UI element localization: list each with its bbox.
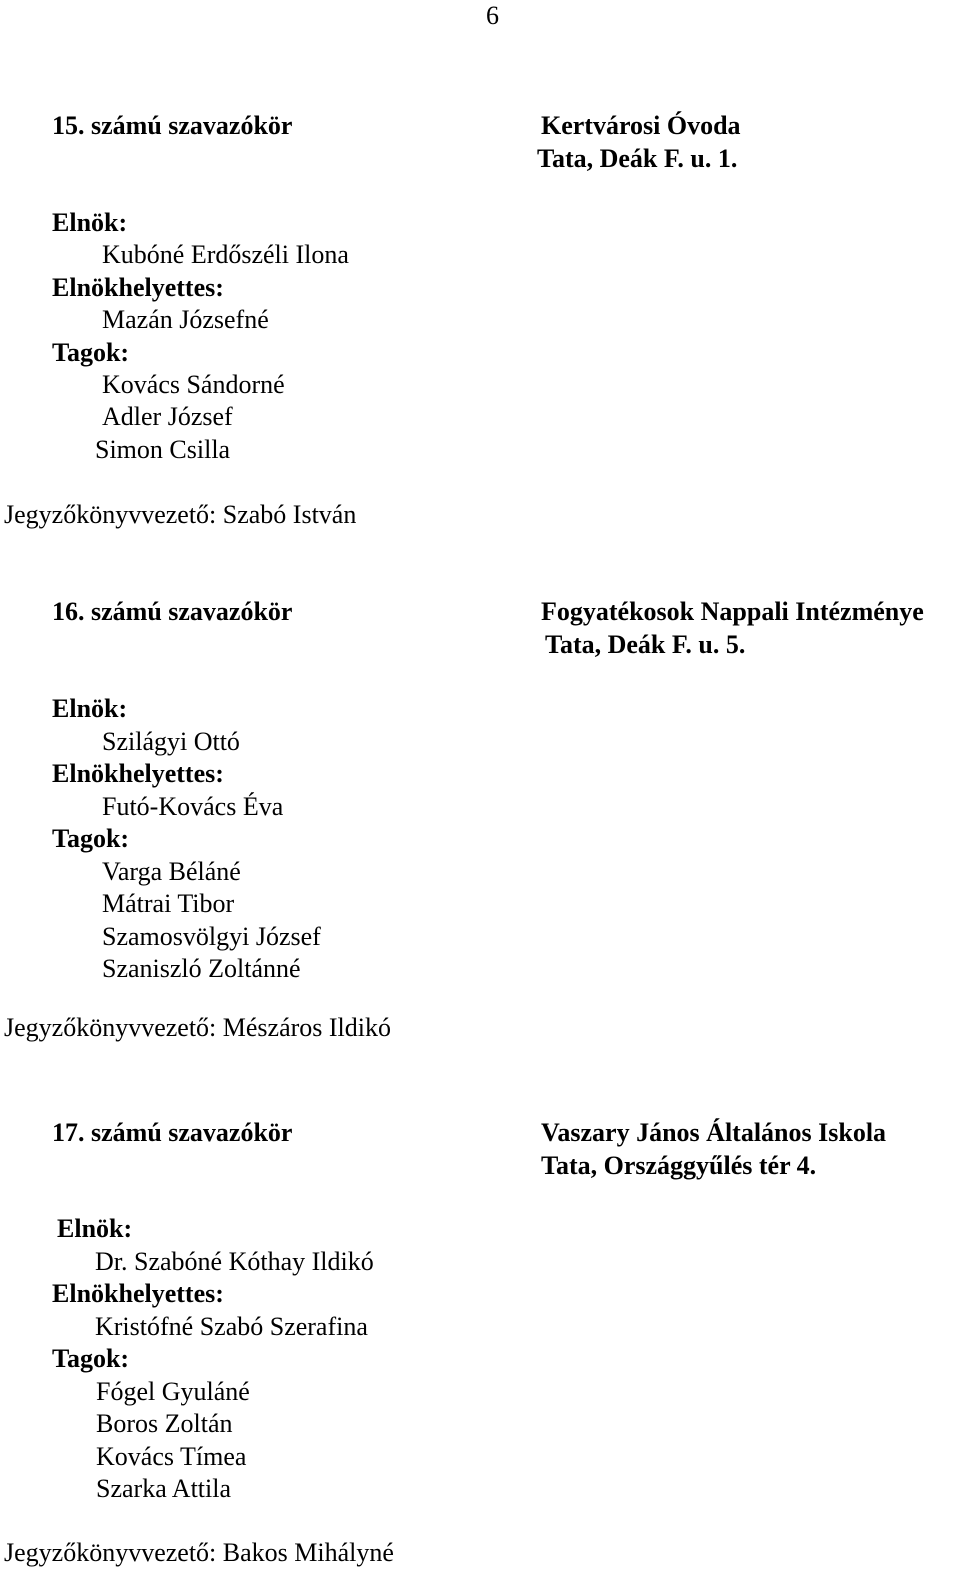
member-name: Simon Csilla (95, 435, 231, 464)
district-heading: 16. számú szavazókör (52, 597, 293, 626)
venue-name: Fogyatékosok Nappali Intézménye (541, 597, 924, 626)
venue-name: Vaszary János Általános Iskola (541, 1118, 887, 1147)
member-name: Kovács Tímea (96, 1442, 247, 1471)
venue-address: Tata, Deák F. u. 1. (537, 144, 738, 173)
chair-label: Elnök: (52, 694, 128, 723)
members-label: Tagok: (52, 1344, 130, 1373)
vice-chair-name: Mazán Józsefné (102, 305, 269, 334)
vice-chair-label: Elnökhelyettes: (52, 759, 224, 788)
member-name: Szarka Attila (96, 1474, 232, 1503)
member-name: Mátrai Tibor (102, 889, 235, 918)
member-name: Kovács Sándorné (102, 370, 285, 399)
member-name: Adler József (102, 402, 233, 431)
chair-label: Elnök: (52, 208, 128, 237)
venue-address: Tata, Deák F. u. 5. (545, 630, 746, 659)
district-heading: 17. számú szavazókör (52, 1118, 293, 1147)
member-name: Varga Béláné (102, 857, 241, 886)
member-name: Szaniszló Zoltánné (102, 954, 301, 983)
vice-chair-name: Futó-Kovács Éva (102, 792, 284, 821)
venue-name: Kertvárosi Óvoda (541, 111, 741, 140)
venue-address: Tata, Országgyűlés tér 4. (541, 1151, 817, 1180)
recorder-line: Jegyzőkönyvvezető: Bakos Mihályné (4, 1538, 394, 1567)
vice-chair-label: Elnökhelyettes: (52, 1279, 224, 1308)
vice-chair-name: Kristófné Szabó Szerafina (95, 1312, 368, 1341)
members-label: Tagok: (52, 824, 130, 853)
chair-label: Elnök: (57, 1214, 133, 1243)
chair-name: Kubóné Erdőszéli Ilona (102, 240, 349, 269)
member-name: Szamosvölgyi József (102, 922, 321, 951)
chair-name: Dr. Szabóné Kóthay Ildikó (95, 1247, 374, 1276)
member-name: Boros Zoltán (96, 1409, 233, 1438)
district-heading: 15. számú szavazókör (52, 111, 293, 140)
page-number: 6 (486, 1, 499, 30)
member-name: Fógel Gyuláné (96, 1377, 250, 1406)
members-label: Tagok: (52, 338, 130, 367)
recorder-line: Jegyzőkönyvvezető: Mészáros Ildikó (4, 1013, 392, 1042)
vice-chair-label: Elnökhelyettes: (52, 273, 224, 302)
chair-name: Szilágyi Ottó (102, 727, 240, 756)
recorder-line: Jegyzőkönyvvezető: Szabó István (4, 500, 357, 529)
